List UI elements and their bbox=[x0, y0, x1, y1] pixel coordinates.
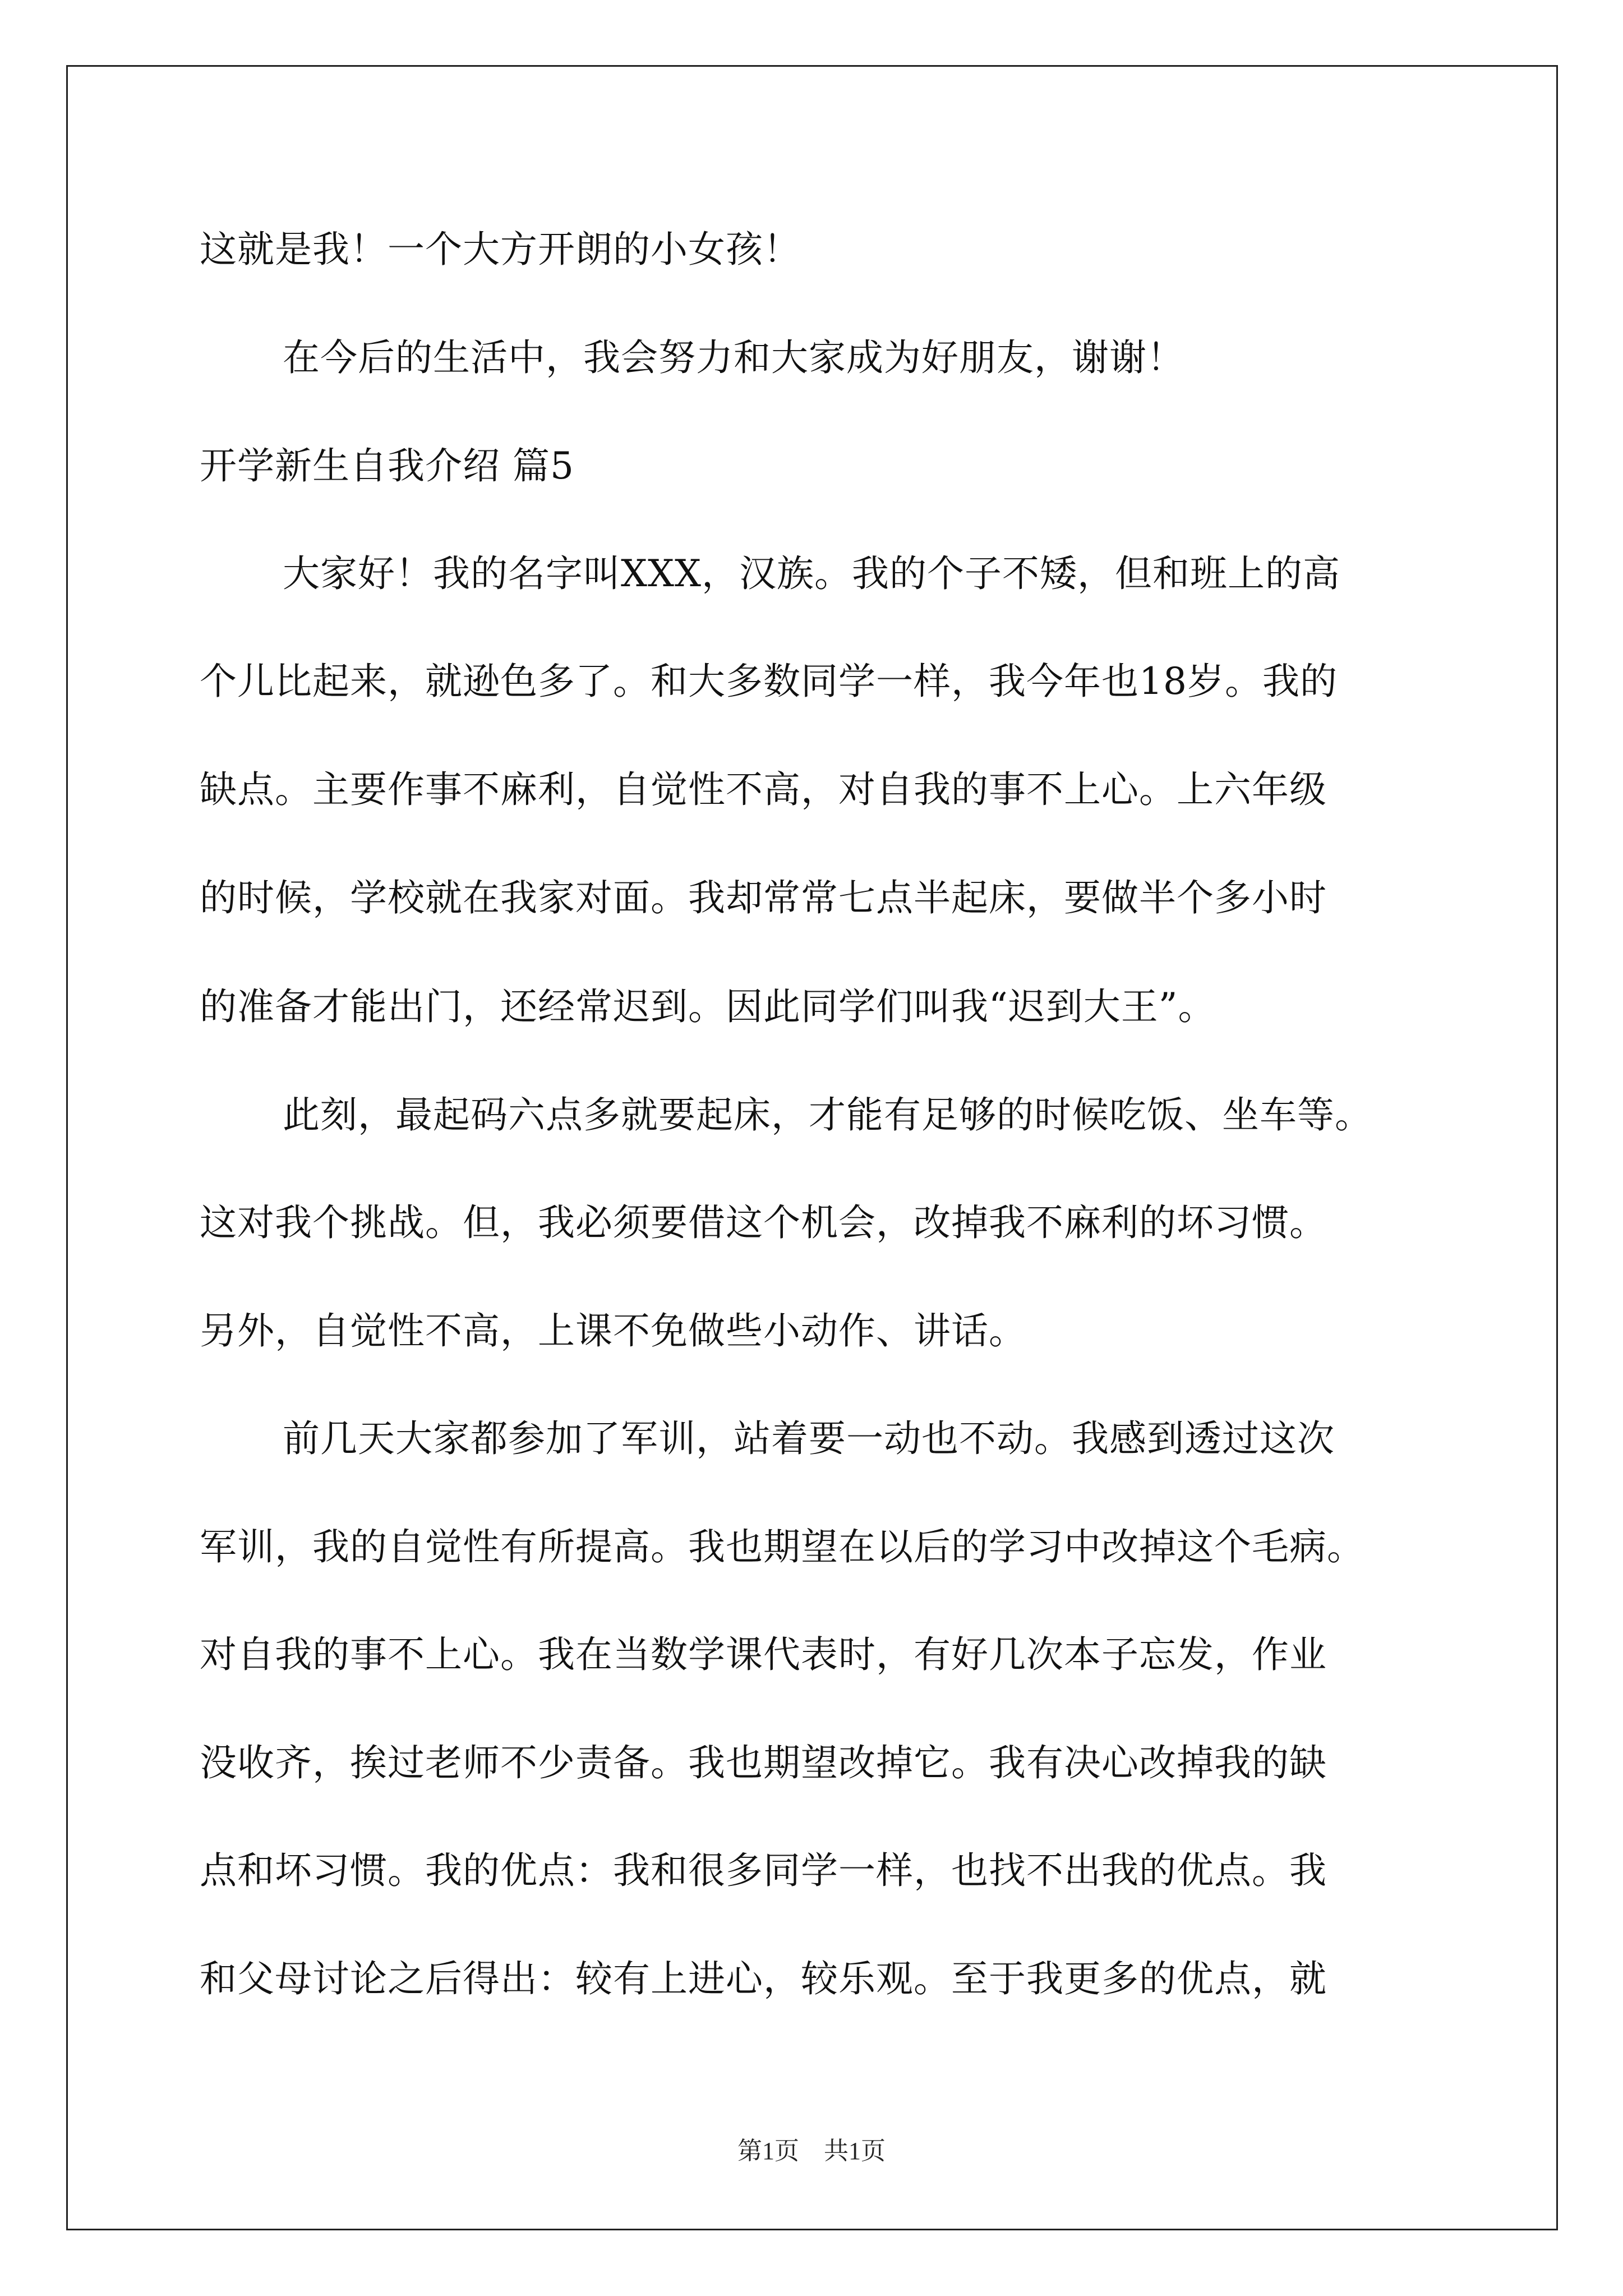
text-line: 缺点。主要作事不麻利，自觉性不高，对自我的事不上心。上六年级 bbox=[200, 768, 1327, 811]
text-line: 军训，我的自觉性有所提高。我也期望在以后的学习中改掉这个毛病。 bbox=[200, 1525, 1364, 1568]
text-line: 对自我的事不上心。我在当数学课代表时，有好几次本子忘发，作业 bbox=[200, 1633, 1327, 1676]
text-line: 的准备才能出门，还经常迟到。因此同学们叫我“迟到大王”。 bbox=[200, 985, 1216, 1028]
text-line: 此刻，最起码六点多就要起床，才能有足够的时候吃饭、坐车等。 bbox=[283, 1093, 1372, 1137]
text-line: 的时候，学校就在我家对面。我却常常七点半起床，要做半个多小时 bbox=[200, 876, 1327, 919]
text-line: 个儿比起来，就逊色多了。和大多数同学一样，我今年也18岁。我的 bbox=[200, 660, 1338, 703]
text-line: 这就是我！一个大方开朗的小女孩！ bbox=[200, 228, 801, 271]
text-line: 大家好！我的名字叫XXX，汉族。我的个子不矮，但和班上的高 bbox=[283, 552, 1340, 595]
text-line: 和父母讨论之后得出：较有上进心，较乐观。至于我更多的优点，就 bbox=[200, 1957, 1327, 2000]
page-number-footer: 第1页 共1页 bbox=[737, 2137, 886, 2165]
text-line: 前几天大家都参加了军训，站着要一动也不动。我感到透过这次 bbox=[283, 1417, 1335, 1460]
page-border bbox=[66, 65, 1558, 2230]
text-line: 在今后的生活中，我会努力和大家成为好朋友，谢谢！ bbox=[283, 336, 1184, 379]
text-line: 没收齐，挨过老师不少责备。我也期望改掉它。我有决心改掉我的缺 bbox=[200, 1741, 1327, 1784]
text-line: 这对我个挑战。但，我必须要借这个机会，改掉我不麻利的坏习惯。 bbox=[200, 1201, 1327, 1244]
text-line: 点和坏习惯。我的优点：我和很多同学一样，也找不出我的优点。我 bbox=[200, 1849, 1327, 1892]
section-heading: 开学新生自我介绍 篇5 bbox=[200, 444, 574, 487]
text-line: 另外，自觉性不高，上课不免做些小动作、讲话。 bbox=[200, 1309, 1026, 1352]
